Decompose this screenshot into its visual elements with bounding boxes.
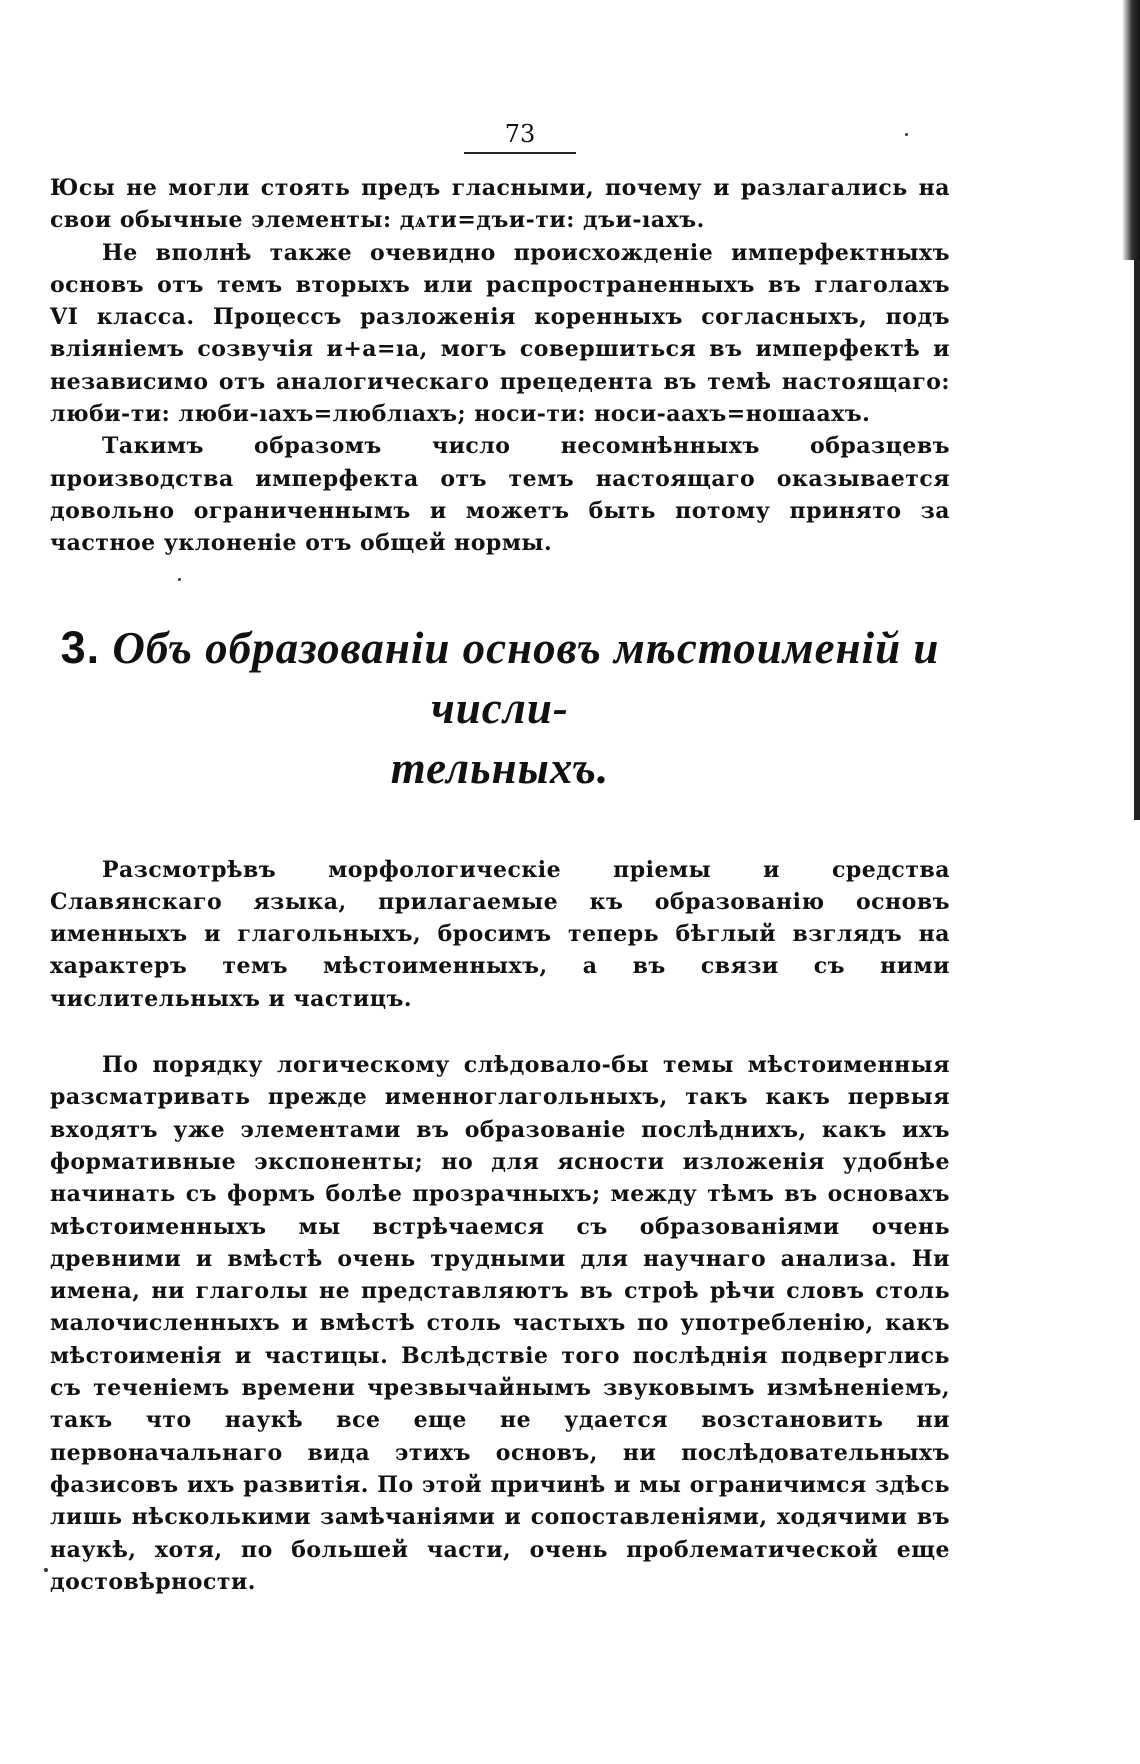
paragraph-imperfect-origin: Не вполнѣ также очевидно происхожденіе имперфектныхъ основъ отъ темъ вторыхъ или распространенныхъ въ глаголахъ VI класса. Процессъ разложенія коренныхъ согласныхъ, подъ вліяніемъ созвучія и+а=ıа, могъ совершиться въ имперфектѣ и независимо отъ аналогическаго прецедента въ темѣ настоящаго: люби-ти: люби-ıахъ=люблıахъ; носи-ти: носи-аахъ=ношаахъ.	[50, 239, 950, 428]
paragraph-yusy: Юсы не могли стоять предъ гласными, почему и разлагались на свои обычные элементы: дѧти=дъи-ти: дъи-ıахъ.	[50, 175, 950, 234]
paragraph-main: По порядку логическому слѣдовало-бы темы мѣстоименныя разсматривать прежде именноглагольныхъ, такъ какъ первыя входятъ уже элементами въ образованіе послѣднихъ, какъ ихъ формативные экспоненты; но для ясности изложенія удобнѣе начинать съ формъ болѣе прозрачныхъ; между тѣмъ въ основахъ мѣстоименныхъ мы встрѣчаемся съ образованіями очень древними и вмѣстѣ очень трудными для научнаго анализа. Ни имена, ни глаголы не представляютъ въ строѣ рѣчи словъ столь малочисленныхъ и вмѣстѣ столь частыхъ по употребленію, какъ мѣстоименія и частицы. Вслѣдствіе того послѣднія подверглись съ теченіемъ времени чрезвычайнымъ звуковымъ измѣненіемъ, такъ что наукѣ все еще не удается возстановить ни первоначальнаго вида этихъ основъ, ни послѣдовательныхъ фазисовъ ихъ развитія. По этой причинѣ и мы ограничимся здѣсь лишь нѣсколькими замѣчаніями и сопоставленіями, ходячими въ наукѣ, хотя, по большей части, очень проблематической еще достовѣрности.	[50, 1052, 950, 1595]
intro-text-block	[50, 854, 950, 1015]
paragraph-intro: Разсмотрѣвъ морфологическіе пріемы и средства Славянскаго языка, прилагаемые къ образованію основъ именныхъ и глагольныхъ, бросимъ теперь бѣглый взглядъ на характеръ темъ мѣстоименныхъ, а въ связи съ ними числительныхъ и частицъ.	[50, 856, 950, 1012]
section-title-part-2: тельныхъ.	[390, 742, 610, 793]
section-heading-line-1	[50, 618, 950, 738]
book-page	[50, 120, 950, 1598]
print-speck	[905, 133, 908, 136]
main-text-block	[50, 1049, 950, 1598]
section-heading	[50, 618, 950, 798]
book-spine-shadow	[1122, 0, 1140, 260]
print-speck	[178, 578, 181, 581]
page-number-rule	[464, 152, 576, 154]
opening-text-block	[50, 172, 950, 560]
paragraph-conclusion: Такимъ образомъ число несомнѣнныхъ образцевъ производства имперфекта отъ темъ настоящаго оказывается довольно ограниченнымъ и можетъ быть потому принято за частное уклоненіе отъ общей нормы.	[50, 433, 950, 557]
page-number: 73	[504, 120, 536, 148]
section-title-part-1: Объ образованіи основъ мѣстоименій и числи-	[112, 622, 940, 733]
book-edge-line	[1134, 260, 1140, 820]
section-number: 3.	[60, 621, 101, 673]
print-speck	[44, 1568, 48, 1572]
